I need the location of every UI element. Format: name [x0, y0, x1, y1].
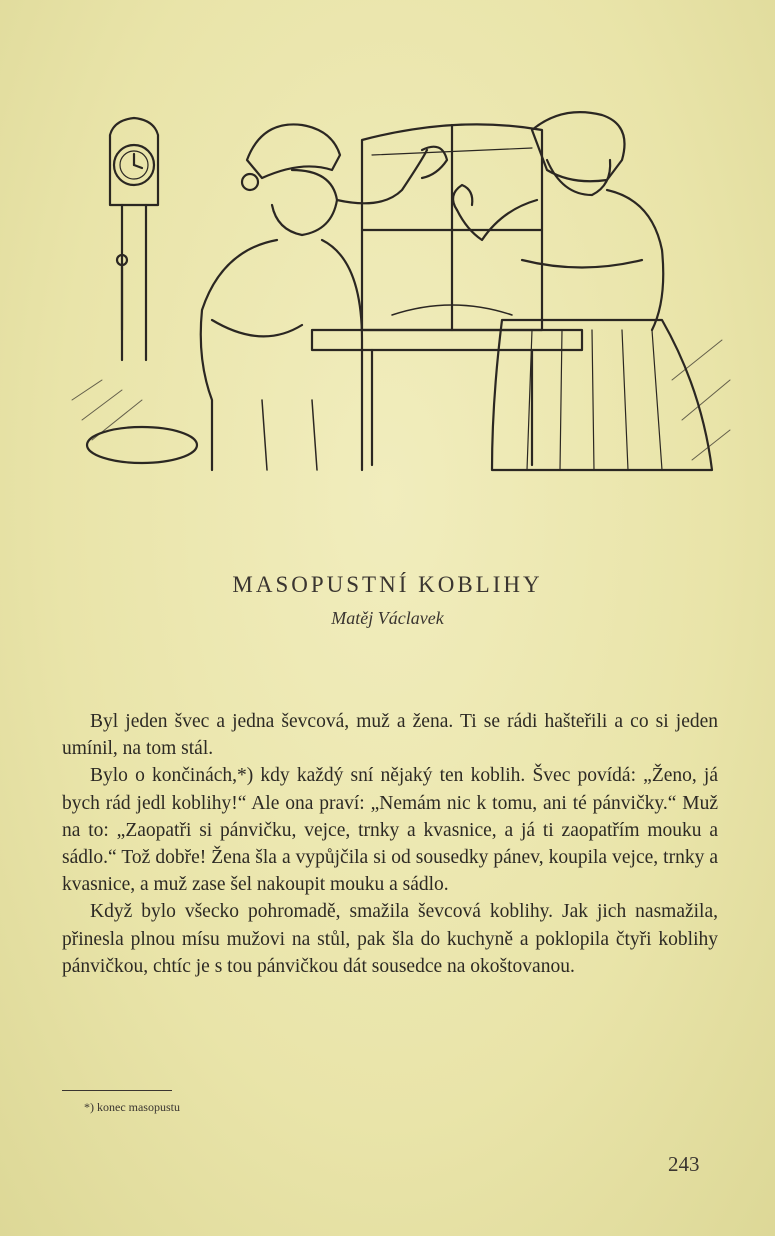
wall-clock [110, 118, 158, 360]
footnote-divider [62, 1090, 172, 1091]
illustration-shoemaker-and-wife [62, 100, 732, 480]
table [312, 305, 582, 465]
paragraph: Když bylo všecko pohromadě, smažila ševcová koblihy. Jak jich nasmažila, přinesla plnou mísu mužovi na stůl, pak šla do kuchyně a poklopila čtyři koblihy pánvičkou, chtíc je s tou pánvičkou dát sousedce na okoštovanou. [62, 901, 718, 977]
story-author: Matěj Václavek [331, 608, 444, 628]
footnote: *) konec masopustu [84, 1100, 180, 1114]
story-title: MASOPUSTNÍ KOBLIHY [232, 572, 543, 597]
paragraph: Byl jeden švec a jedna ševcová, muž a žena. Ti se rádi hašteřili a co si jeden umínil, na tom stál. [62, 711, 718, 760]
wife-figure [453, 112, 712, 470]
paragraph: Bylo o končinách,*) kdy každý sní nějaký ten koblih. Švec povídá: „Ženo, já bych rád jedl koblihy!“ Ale ona praví: „Nemám nic k tomu, ani té pánvičky.“ Muž na to: „Zaopatři si pánvičku, vejce, trnky a kvasnice, a já ti zaopatřím mouku a sádlo.“ Tož dobře! Žena šla a vypůjčila si od sousedky pánev, koupila vejce, trnky a kvasnice, a muž zase šel nakoupit mouku a sádlo. [62, 765, 718, 896]
floor-shading [72, 340, 730, 460]
basin [87, 427, 197, 463]
story-body [62, 708, 718, 980]
page-number: 243 [668, 1152, 700, 1176]
window [362, 124, 542, 330]
shoemaker-figure [201, 124, 447, 470]
